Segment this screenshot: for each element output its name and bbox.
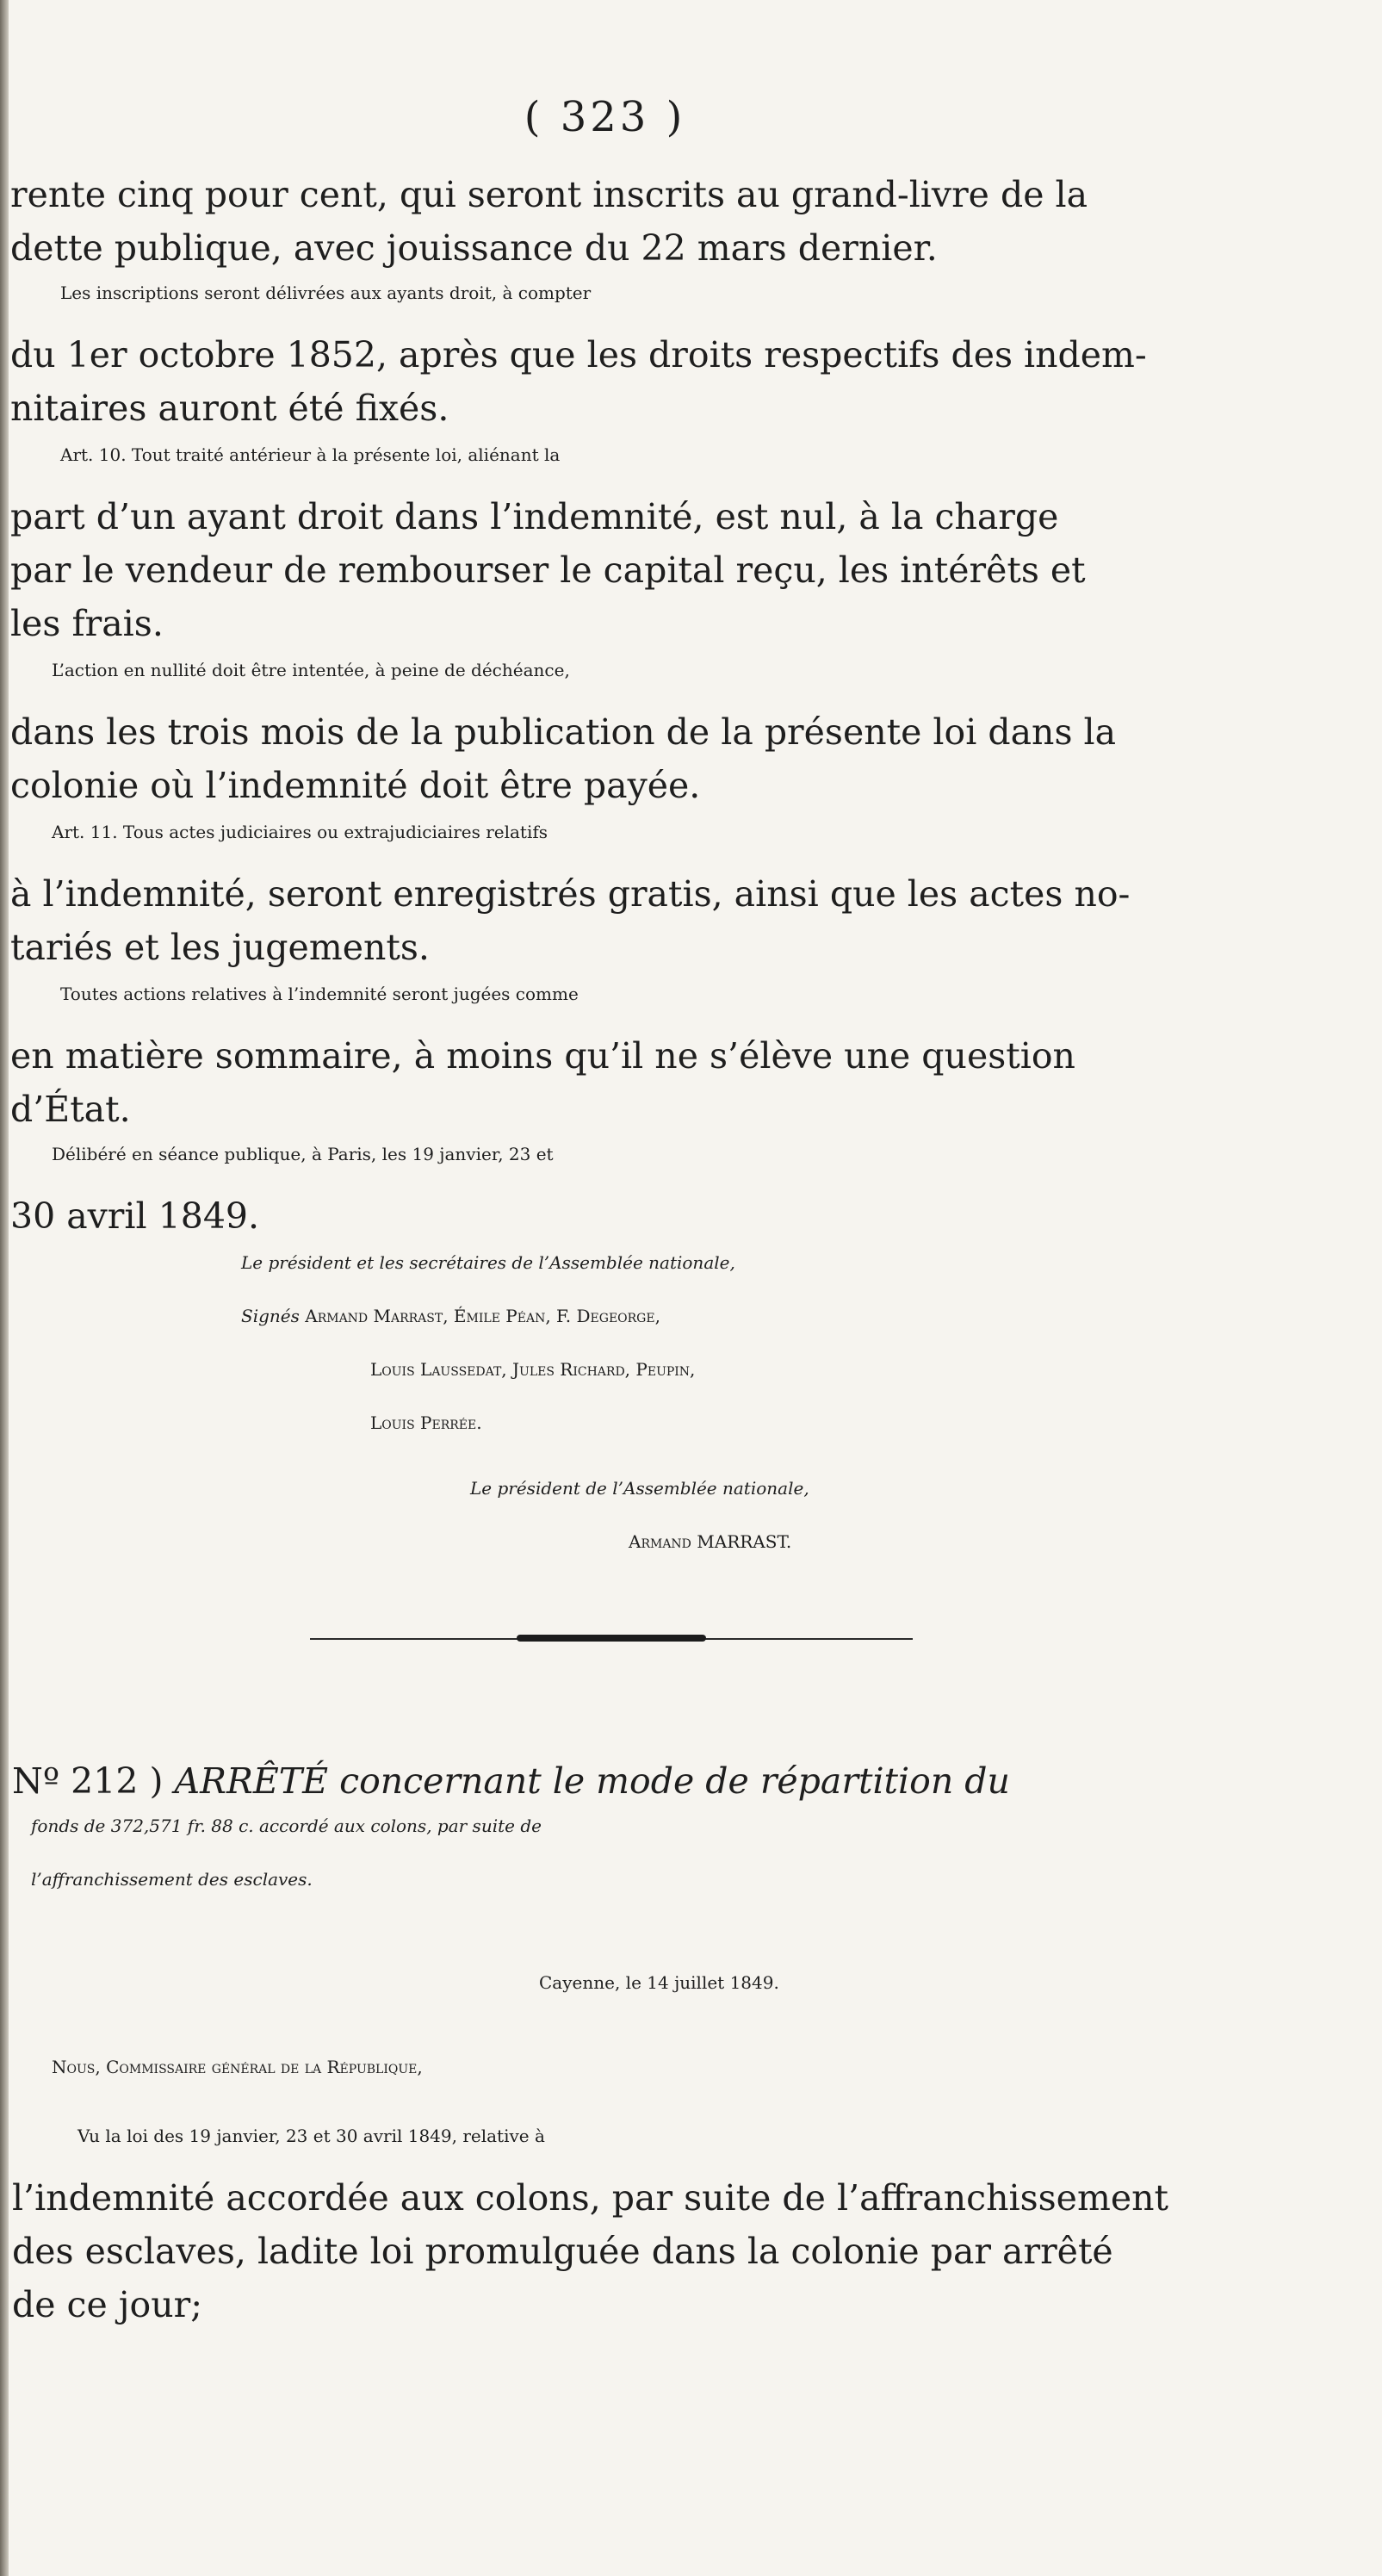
body-line: dans les trois mois de la publication de la présente loi dans la (10, 711, 1117, 753)
page-number: ( 323 ) (524, 93, 686, 141)
arrete-title-line-3: l’affranchissement des esclaves. (31, 1869, 313, 1890)
body-line: du 1er octobre 1852, après que les droits respectifs des indem- (10, 334, 1147, 376)
vu-line: Vu la loi des 19 janvier, 23 et 30 avril 1849, relative à (77, 2126, 545, 2146)
arrete-title-line-1 (12, 1760, 1269, 1802)
binding-gutter (0, 0, 9, 2576)
vu-line: l’indemnité accordée aux colons, par suite de l’affranchissement (12, 2177, 1168, 2219)
vu-line: des esclaves, ladite loi promulguée dans la colonie par arrêté (12, 2231, 1113, 2272)
vu-line: de ce jour; (12, 2284, 203, 2325)
signes-label: Signés (241, 1306, 300, 1326)
article-10-line: Art. 10. Tout traité antérieur à la présente loi, aliénant la (60, 444, 561, 465)
article-11-line: Art. 11. Tous actes judiciaires ou extrajudiciaires relatifs (52, 822, 548, 842)
signatories: Armand Marrast, Émile Péan, F. Degeorge, (305, 1306, 660, 1326)
body-line: tariés et les jugements. (10, 927, 430, 968)
arrete-number: Nº 212 ) (12, 1760, 164, 1802)
body-line: 30 avril 1849. (10, 1195, 260, 1237)
nous-line: Nous, Commissaire général de la République, (52, 2057, 423, 2077)
president-name (629, 1533, 1382, 1550)
body-line: en matière sommaire, à moins qu’il ne s’élève une question (10, 1035, 1075, 1077)
signatures-line-3: Louis Perrée. (370, 1412, 482, 1433)
body-line: Les inscriptions seront délivrées aux ayants droit, à compter (60, 282, 592, 303)
body-line: dette publique, avec jouissance du 22 mars dernier. (10, 227, 938, 269)
body-line: d’État. (10, 1089, 131, 1130)
section-divider-ornament (517, 1635, 706, 1642)
body-line: nitaires auront été fixés. (10, 388, 449, 429)
signatures-intro: Le président et les secrétaires de l’Assemblée nationale, (241, 1252, 735, 1273)
body-line: part d’un ayant droit dans l’indemnité, est nul, à la charge (10, 496, 1059, 537)
body-line: par le vendeur de rembourser le capital reçu, les intérêts et (10, 549, 1086, 591)
body-line: rente cinq pour cent, qui seront inscrits au grand-livre de la (10, 174, 1088, 215)
body-line: L’action en nullité doit être intentée, à peine de déchéance, (52, 660, 570, 680)
signatures-line-1 (241, 1307, 1382, 1325)
president-title: Le président de l’Assemblée nationale, (470, 1478, 809, 1499)
president-last-name: MARRAST. (697, 1531, 792, 1552)
signatures-line-2: Louis Laussedat, Jules Richard, Peupin, (370, 1359, 696, 1380)
arrete-title-line-2: fonds de 372,571 fr. 88 c. accordé aux colons, par suite de (31, 1816, 542, 1836)
body-line: Délibéré en séance publique, à Paris, les 19 janvier, 23 et (52, 1144, 554, 1164)
body-line: Toutes actions relatives à l’indemnité seront jugées comme (60, 984, 579, 1004)
arrete-title: ARRÊTÉ concernant le mode de répartition du (174, 1760, 1010, 1802)
body-line: à l’indemnité, seront enregistrés gratis, ainsi que les actes no- (10, 873, 1131, 915)
place-date: Cayenne, le 14 juillet 1849. (539, 1972, 779, 1993)
body-line: colonie où l’indemnité doit être payée. (10, 765, 701, 806)
body-line: les frais. (10, 603, 164, 644)
president-first-name: Armand (629, 1531, 691, 1552)
